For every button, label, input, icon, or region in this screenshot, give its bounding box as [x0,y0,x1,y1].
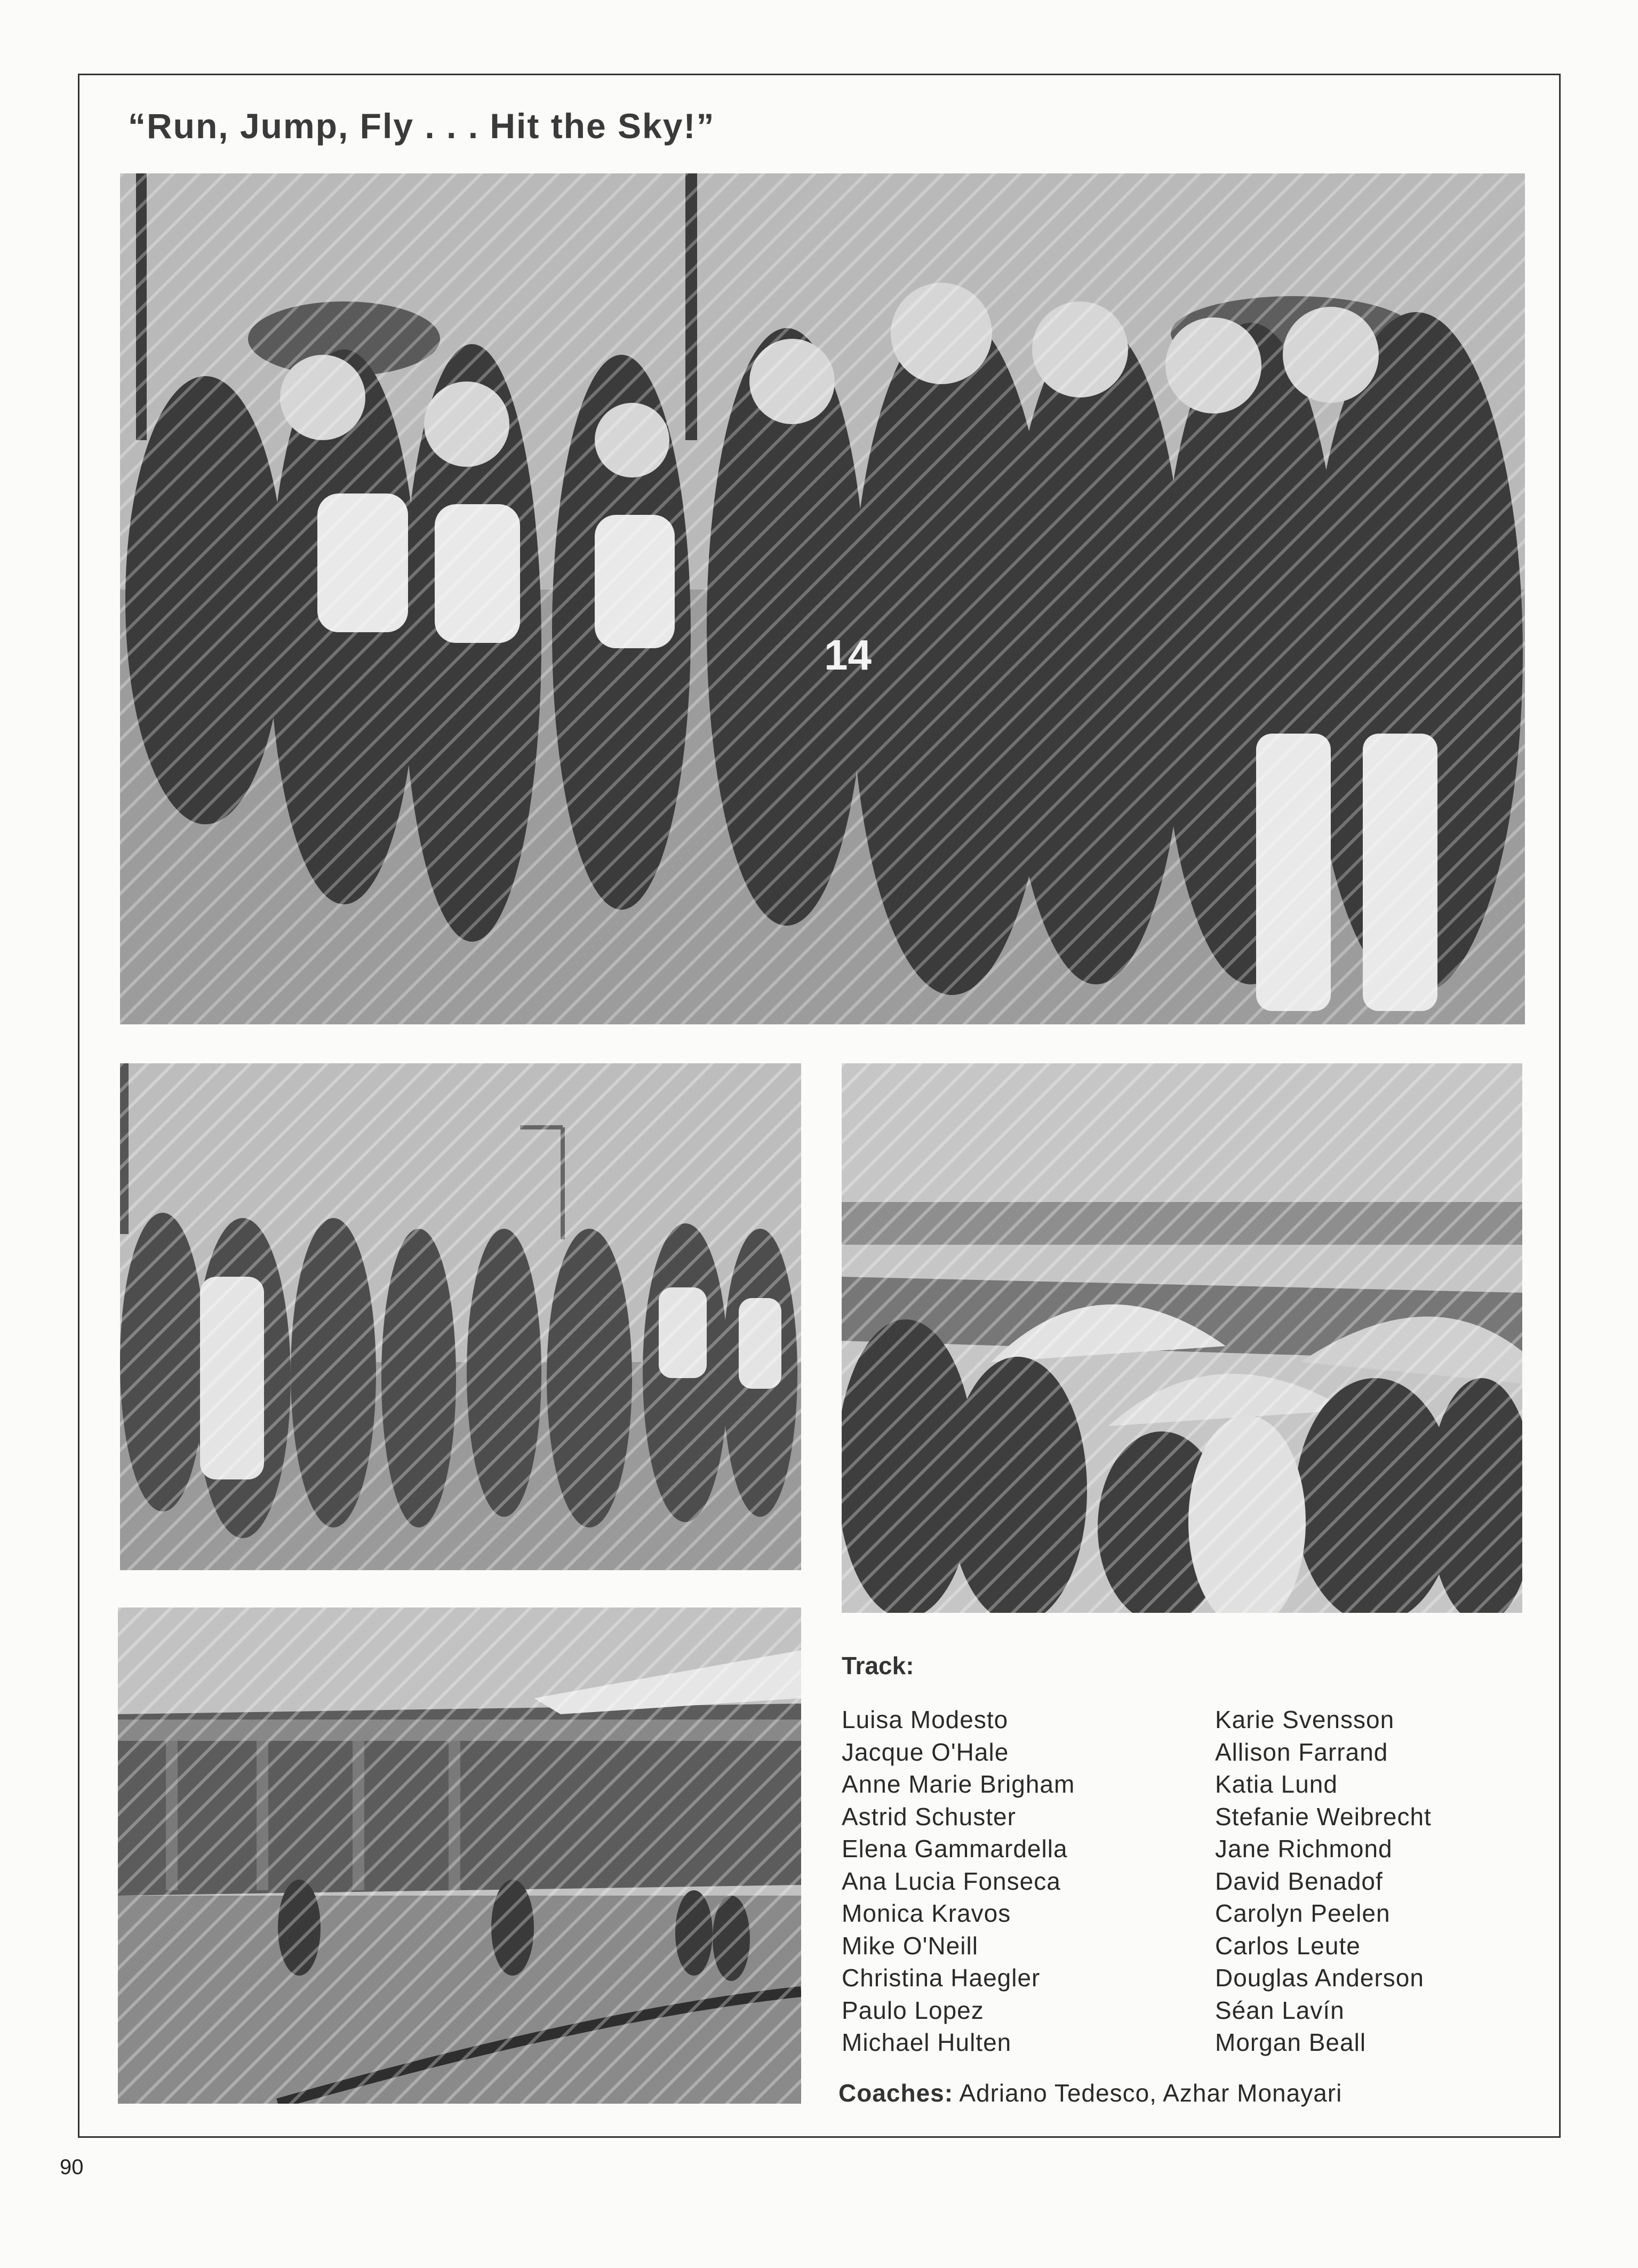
crowd-photo [120,1063,801,1570]
roster-list-right [1215,1704,1432,2059]
roster-name: Stefanie Weibrecht [1215,1802,1432,1831]
roster-name: Allison Farrand [1215,1738,1388,1766]
roster-name: Elena Gammardella [842,1835,1068,1863]
roster-name: Morgan Beall [1215,2028,1367,2056]
roster-name: Paulo Lopez [842,1996,984,2024]
roster-name: Carolyn Peelen [1215,1899,1391,1927]
umbrellas-photo [842,1063,1522,1613]
roster-name: Jane Richmond [1215,1835,1393,1863]
roster-heading: Track: [842,1652,914,1680]
coaches-line [838,2079,1342,2107]
roster-name: Luisa Modesto [842,1706,1009,1733]
roster-list-left [842,1704,1075,2059]
roster-name: David Benadof [1215,1867,1383,1895]
roster-name: Séan Lavín [1215,1996,1345,2024]
page-title: “Run, Jump, Fly . . . Hit the Sky!” [128,106,715,146]
roster-name: Michael Hulten [842,2028,1012,2056]
roster-name: Astrid Schuster [842,1802,1016,1831]
roster-name: Anne Marie Brigham [842,1770,1075,1798]
team-photo [120,173,1525,1024]
page-number: 90 [60,2155,84,2179]
roster-name: Katia Lund [1215,1770,1338,1798]
roster-name: Monica Kravos [842,1899,1011,1927]
stadium-photo [118,1608,801,2104]
roster-name: Jacque O'Hale [842,1738,1009,1766]
roster-name: Ana Lucia Fonseca [842,1867,1061,1895]
roster-name: Christina Haegler [842,1964,1041,1992]
coaches-names: Adriano Tedesco, Azhar Monayari [959,2079,1343,2107]
coaches-label: Coaches: [838,2079,954,2107]
roster-name: Douglas Anderson [1215,1964,1424,1992]
roster-name: Mike O'Neill [842,1931,978,1960]
roster-name: Carlos Leute [1215,1931,1361,1960]
roster-name: Karie Svensson [1215,1706,1395,1733]
